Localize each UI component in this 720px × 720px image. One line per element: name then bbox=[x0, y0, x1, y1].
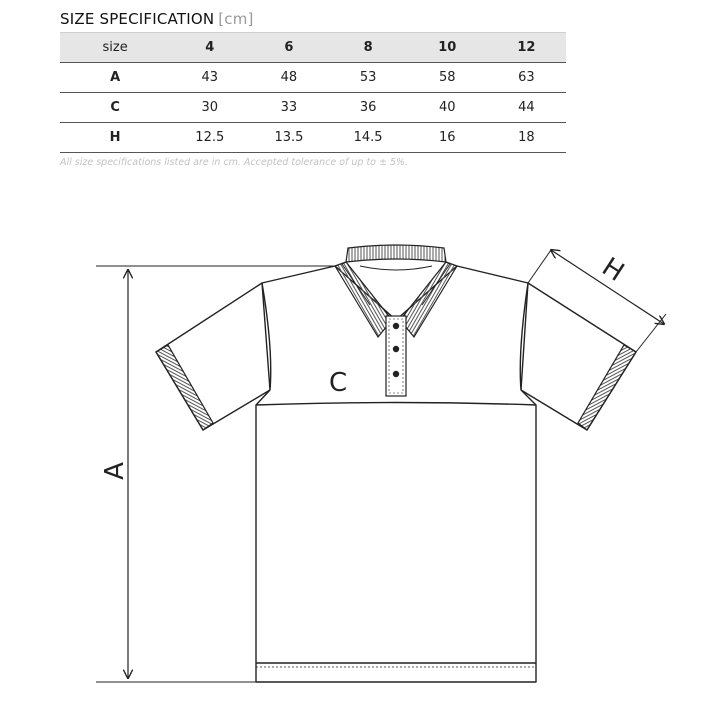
header-size-6: 6 bbox=[249, 33, 328, 63]
tolerance-note: All size specifications listed are in cm. Accepted tolerance of up to ± 5%. bbox=[60, 157, 409, 168]
dimension-h-label: H bbox=[596, 252, 630, 288]
table-cell: 30 bbox=[170, 93, 249, 123]
size-spec-unit: [cm] bbox=[218, 10, 254, 28]
row-label-c: C bbox=[60, 93, 170, 123]
row-label-h: H bbox=[60, 123, 170, 153]
header-size-12: 12 bbox=[487, 33, 566, 63]
table-cell: 18 bbox=[487, 123, 566, 153]
dimension-c-label: C bbox=[329, 368, 348, 398]
table-cell: 58 bbox=[408, 63, 487, 93]
button-icon bbox=[393, 346, 399, 352]
table-cell: 14.5 bbox=[329, 123, 408, 153]
header-size-10: 10 bbox=[408, 33, 487, 63]
row-label-a: A bbox=[60, 63, 170, 93]
dimension-h-extension-b bbox=[636, 314, 666, 352]
button-icon bbox=[393, 323, 399, 329]
table-cell: 12.5 bbox=[170, 123, 249, 153]
dimension-a-label: A bbox=[99, 462, 130, 480]
table-cell: 33 bbox=[249, 93, 328, 123]
header-size: size bbox=[60, 33, 170, 63]
dimension-h-extension-a bbox=[528, 250, 551, 283]
table-cell: 44 bbox=[487, 93, 566, 123]
collar-band bbox=[346, 245, 446, 262]
table-cell: 43 bbox=[170, 63, 249, 93]
table-cell: 16 bbox=[408, 123, 487, 153]
table-cell: 36 bbox=[329, 93, 408, 123]
button-icon bbox=[393, 371, 399, 377]
table-cell: 48 bbox=[249, 63, 328, 93]
table-cell: 40 bbox=[408, 93, 487, 123]
table-cell: 53 bbox=[329, 63, 408, 93]
size-spec-title-text: SIZE SPECIFICATION bbox=[60, 10, 215, 28]
header-size-8: 8 bbox=[329, 33, 408, 63]
header-size-4: 4 bbox=[170, 33, 249, 63]
table-cell: 13.5 bbox=[249, 123, 328, 153]
table-cell: 63 bbox=[487, 63, 566, 93]
